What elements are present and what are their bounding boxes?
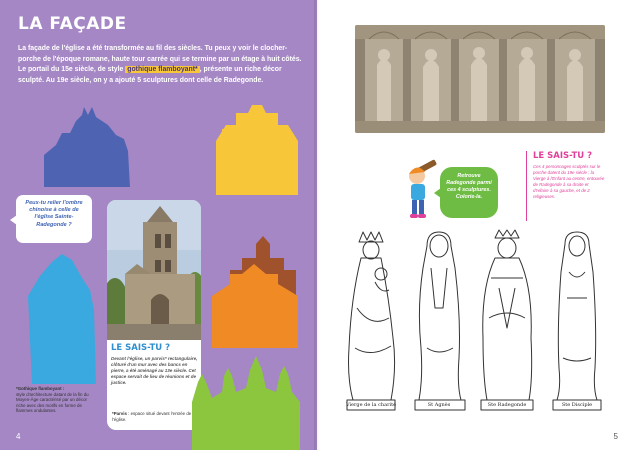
porch-sculptures-photo — [355, 25, 605, 133]
sais-tu-right-title: LE SAIS-TU ? — [533, 151, 593, 161]
question-bubble: Peux-tu relier l'ombre chinoise à celle de l'église Sainte-Radegonde ? — [16, 195, 92, 243]
statue-disciple[interactable] — [553, 232, 601, 410]
statue-label-1: Vierge de la charité — [345, 402, 397, 408]
intro-paragraph — [18, 44, 302, 86]
glossary-gothique — [16, 386, 94, 414]
statue-label-2: St Agnès — [427, 402, 451, 408]
glossary-parvis — [112, 411, 202, 422]
sais-tu-left — [111, 343, 199, 386]
sais-tu-right — [526, 151, 606, 221]
page-number-right: 5 — [613, 432, 618, 441]
glossary-term: *Gothique flamboyant : — [16, 386, 65, 391]
statue-vierge[interactable] — [347, 232, 395, 410]
right-page — [317, 0, 634, 450]
instruction-bubble: Retrouve Radegonde parmi ces 4 sculptures. Colorie-la. — [440, 167, 498, 218]
statues-coloring-drawing[interactable] — [331, 228, 611, 428]
statue-label-4: Ste Disciple — [561, 402, 593, 408]
silhouette-blue-church[interactable] — [42, 103, 132, 187]
silhouette-light-blue-church[interactable] — [24, 250, 100, 384]
sais-tu-left-title: LE SAIS-TU ? — [111, 343, 171, 353]
parvis-term: *Parvis — [112, 411, 127, 416]
parvis-definition: : espace situé devant l'entrée de l'église. — [112, 411, 192, 422]
intro-text-2: , présente un riche décor sculpté. Au 19e siècle, on y a ajouté 5 sculptures dont celle de Radegonde. — [18, 66, 282, 84]
intro-highlight: gothique flamboyant* — [127, 66, 198, 74]
page-number-left: 4 — [16, 432, 21, 441]
statue-agnes[interactable] — [415, 232, 465, 410]
statue-label-3: Ste Radegonde — [487, 402, 527, 408]
silhouette-green-church[interactable] — [188, 352, 304, 450]
glossary-definition: style d'architecture datant de la fin du Moyen-Âge caractérisé par un décor riche avec des motifs en forme de flammes ondulantes. — [16, 391, 89, 414]
church-photo-card — [107, 200, 201, 430]
silhouette-yellow-church[interactable] — [212, 103, 302, 195]
intro-text-1: La façade de l'église a été transformée au fil des siècles. Tu peux y voir le clocher-porche de l'époque romane, haute tour carrée qui se termine par un étage à huit côtés. Le portail du 15e siècle, de style — [18, 45, 302, 74]
page-title: LA FAÇADE — [18, 14, 127, 34]
church-photo — [107, 200, 201, 340]
silhouette-orange-church[interactable] — [208, 262, 302, 348]
sais-tu-left-text: Devant l'église, un parvis* rectangulaire, clôturé d'un mur avec des bancs en pierre, a été aménagé au 13e siècle. Cet espace servait de lieu de réunions et de justice. — [111, 356, 198, 385]
page-gutter — [314, 0, 320, 450]
sais-tu-right-text: Ces 4 personnages sculptés sur le porche datent du 19e siècle : la Vierge à l'Enfant au centre, entourée de Radegonde à sa droite et d'Hilaire à sa gauche, et de 2 religieuses. — [533, 164, 605, 199]
statue-radegonde[interactable] — [481, 230, 533, 410]
